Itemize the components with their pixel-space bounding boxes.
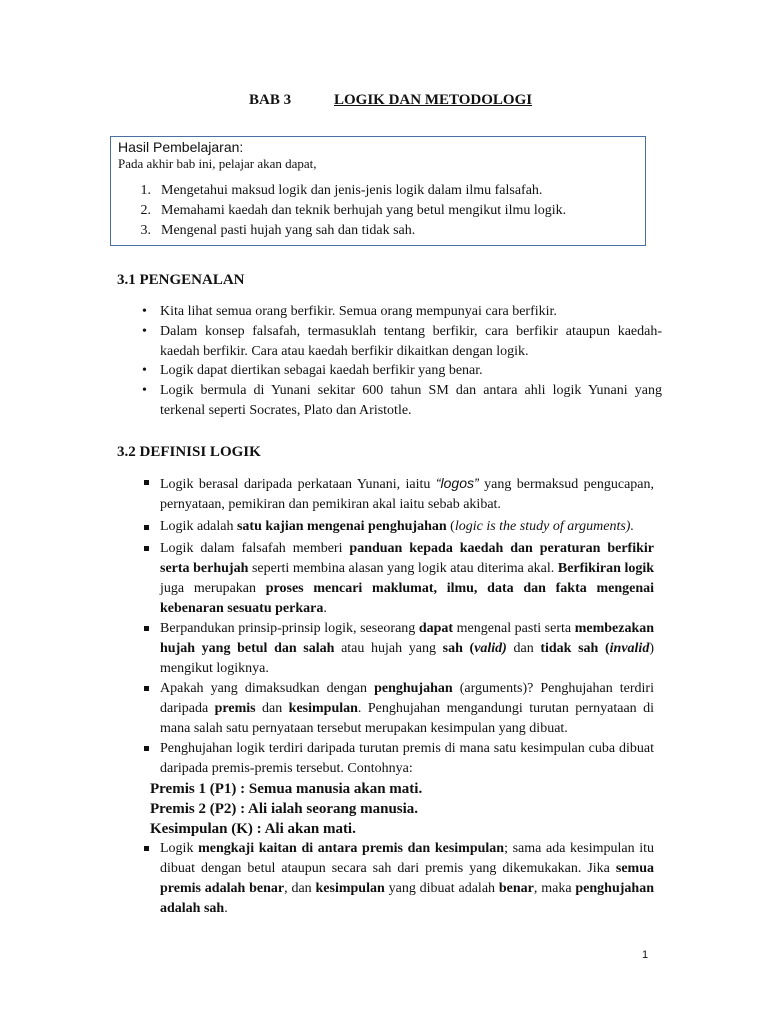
section-heading-definisi: 3.2 DEFINISI LOGIK: [117, 444, 261, 460]
outcome-item: 2. Memahami kaedah dan teknik berhujah yang betul mengikut ilmu logik.: [140, 203, 567, 218]
chapter-topic: LOGIK DAN METODOLOGI: [334, 92, 533, 108]
outcomes-list: [121, 181, 566, 241]
list-item: • Kita lihat semua orang berfikir. Semua orang mempunyai cara berfikir.: [142, 302, 662, 322]
conclusion: Kesimpulan (K) : Ali akan mati.: [150, 821, 356, 837]
list-item: Penghujahan logik terdiri daripada turutan premis di mana satu kesimpulan cuba dibuat daripada premis-premis tersebut. Contohnya:: [142, 739, 654, 779]
section-heading-pengenalan: 3.1 PENGENALAN: [117, 272, 245, 288]
list-item: Apakah yang dimaksudkan dengan penghujahan (arguments)? Penghujahan terdiri daripada premis dan kesimpulan. Penghujahan mengandungi turutan pernyataan di mana salah satu pernyataan tersebut merupakan kesimpulan yang dibuat.: [142, 679, 654, 739]
logos-term: “logos”: [435, 475, 479, 491]
chapter-number: BAB 3: [249, 92, 292, 108]
page-number: 1: [642, 949, 649, 961]
outcome-item: 3. Mengenal pasti hujah yang sah dan tidak sah.: [140, 223, 416, 238]
outcome-item: 1. Mengetahui maksud logik dan jenis-jenis logik dalam ilmu falsafah.: [140, 183, 543, 198]
list-item: • Logik dapat diertikan sebagai kaedah berfikir yang benar.: [142, 361, 662, 381]
list-item: Logik berasal daripada perkataan Yunani, iaitu “logos” yang bermaksud pengucapan, pernyataan, pemikiran dan pemikiran akal iaitu sebab akibat.: [142, 473, 654, 515]
list-item: Logik adalah satu kajian mengenai penghujahan (logic is the study of arguments).: [142, 518, 654, 535]
definisi-bullets: [142, 473, 654, 919]
list-item: Logik dalam falsafah memberi panduan kepada kaedah dan peraturan berfikir serta berhujah seperti membina alasan yang logik atau diterima akal. Berfikiran logik juga merupakan proses mencari maklumat, ilmu, data dan fakta mengenai kebenaran sesuatu perkara.: [142, 539, 654, 619]
syllogism-example: [142, 779, 654, 839]
outcomes-heading: Hasil Pembelajaran:: [118, 139, 244, 155]
list-item: • Dalam konsep falsafah, termasuklah tentang berfikir, cara berfikir ataupun kaedah- kaedah berfikir. Cara atau kaedah berfikir dikaitkan dengan logik.: [142, 322, 662, 362]
list-item: Logik mengkaji kaitan di antara premis dan kesimpulan; sama ada kesimpulan itu dibuat dengan betul ataupun secara sah dari premis yang dikemukakan. Jika semua premis adalah benar, dan kesimpulan yang dibuat adalah benar, maka penghujahan adalah sah.: [142, 839, 654, 919]
learning-outcomes-box: [110, 136, 646, 246]
premise-1: Premis 1 (P1) : Semua manusia akan mati.: [150, 781, 423, 797]
pengenalan-bullets: [142, 302, 662, 421]
premise-2: Premis 2 (P2) : Ali ialah seorang manusia.: [150, 801, 419, 817]
list-item: • Logik bermula di Yunani sekitar 600 tahun SM dan antara ahli logik Yunani yang terkenal seperti Socrates, Plato dan Aristotle.: [142, 381, 662, 421]
list-item: Berpandukan prinsip-prinsip logik, seseorang dapat mengenal pasti serta membezakan hujah yang betul dan salah atau hujah yang sah (valid) dan tidak sah (invalid) mengikut logiknya.: [142, 619, 654, 679]
outcomes-intro: Pada akhir bab ini, pelajar akan dapat,: [118, 156, 317, 171]
